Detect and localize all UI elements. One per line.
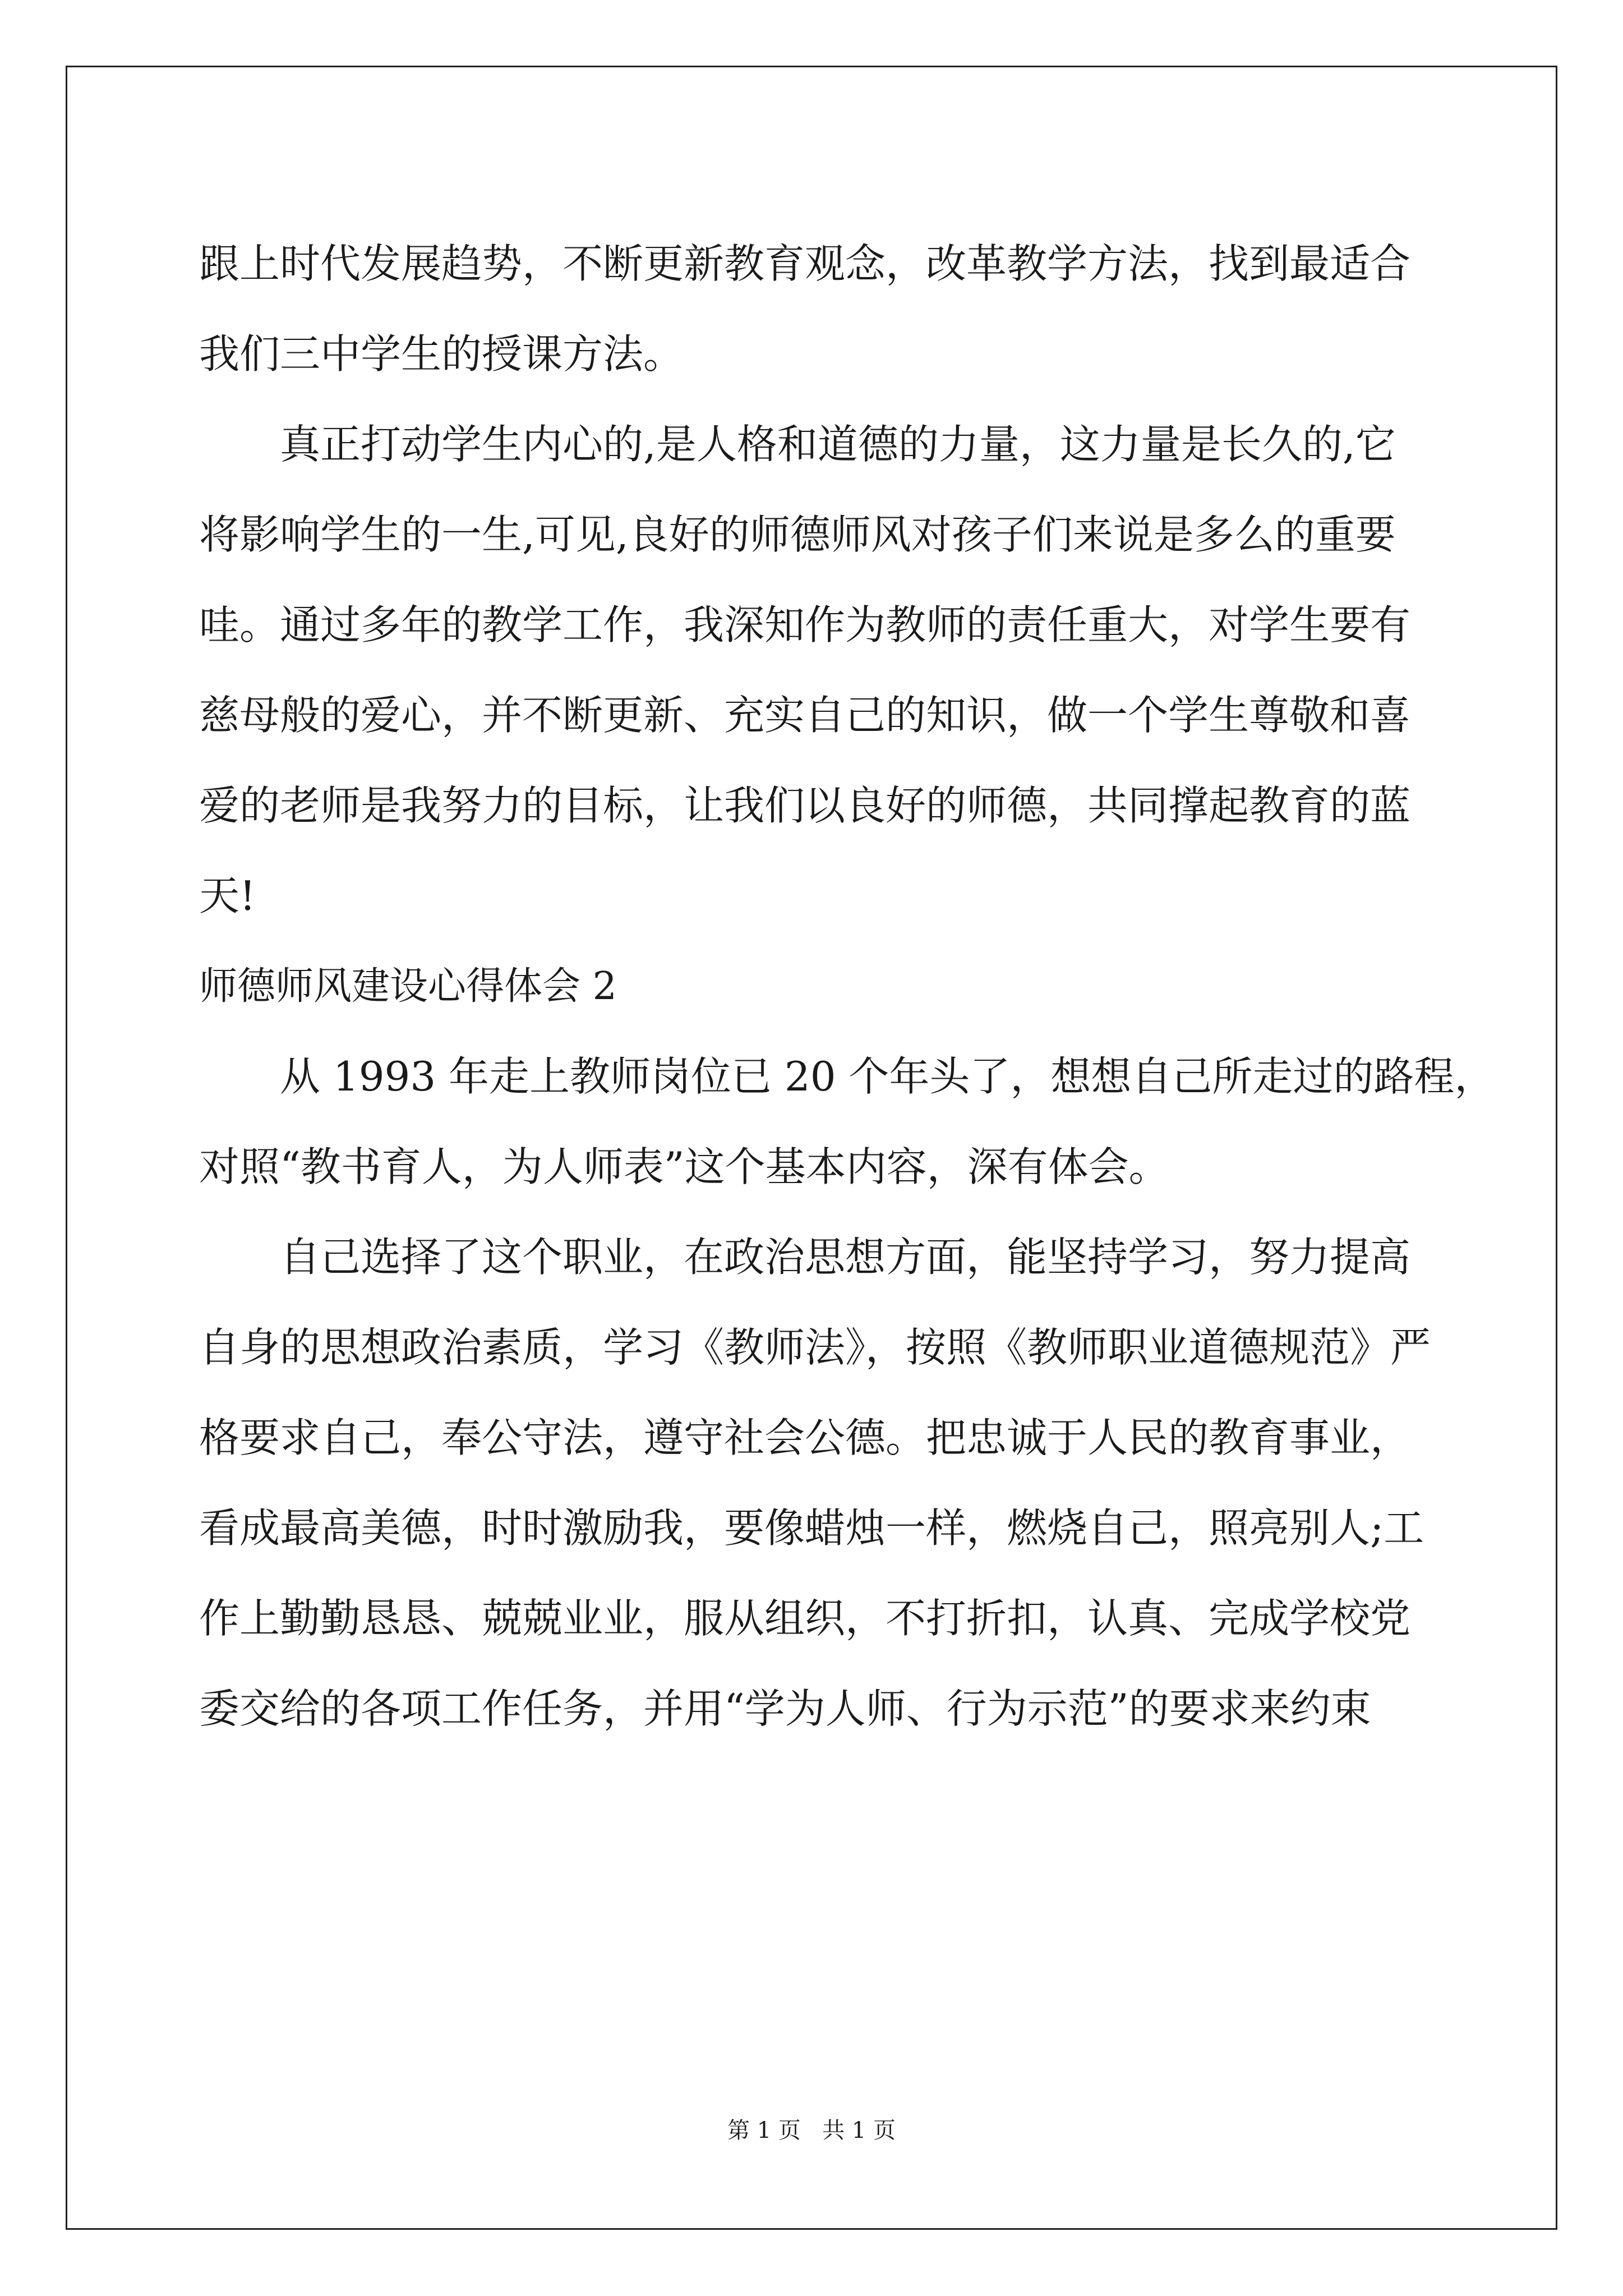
body-line: 自己选择了这个职业，在政治思想方面，能坚持学习，努力提高	[199, 1234, 1411, 1281]
body-line: 从 1993 年走上教师岗位已 20 个年头了，想想自己所走过的路程，	[199, 1053, 1495, 1100]
body-line: 格要求自己，奉公守法，遵守社会公德。把忠诚于人民的教育事业，	[199, 1414, 1411, 1461]
body-line: 天!	[199, 872, 256, 919]
page-footer: 第 1 页 共 1 页	[727, 2118, 896, 2143]
body-line: 作上勤勤恳恳、兢兢业业，服从组织，不打折扣，认真、完成学校党	[199, 1595, 1411, 1642]
body-line: 跟上时代发展趋势，不断更新教育观念，改革教学方法，找到最适合	[199, 240, 1411, 287]
body-line: 爱的老师是我努力的目标，让我们以良好的师德，共同撑起教育的蓝	[199, 782, 1411, 829]
body-line: 我们三中学生的授课方法。	[199, 330, 684, 378]
section-heading: 师德师风建设心得体会 2	[199, 964, 617, 1009]
document-body	[199, 219, 1495, 1754]
body-line: 慈母般的爱心，并不断更新、充实自己的知识，做一个学生尊敬和喜	[199, 692, 1411, 739]
body-line: 自身的思想政治素质，学习《教师法》，按照《教师职业道德规范》严	[199, 1324, 1431, 1371]
body-line: 真正打动学生内心的,是人格和道德的力量，这力量是长久的,它	[199, 421, 1396, 468]
body-line: 将影响学生的一生,可见,良好的师德师风对孩子们来说是多么的重要	[199, 511, 1396, 558]
body-line: 看成最高美德，时时激励我，要像蜡烛一样，燃烧自己，照亮别人;工	[199, 1504, 1424, 1552]
body-line: 委交给的各项工作任务，并用“学为人师、行为示范”的要求来约束	[199, 1685, 1371, 1732]
body-line: 对照“教书育人，为人师表”这个基本内容，深有体会。	[199, 1143, 1169, 1190]
body-line: 哇。通过多年的教学工作，我深知作为教师的责任重大，对学生要有	[199, 601, 1411, 648]
